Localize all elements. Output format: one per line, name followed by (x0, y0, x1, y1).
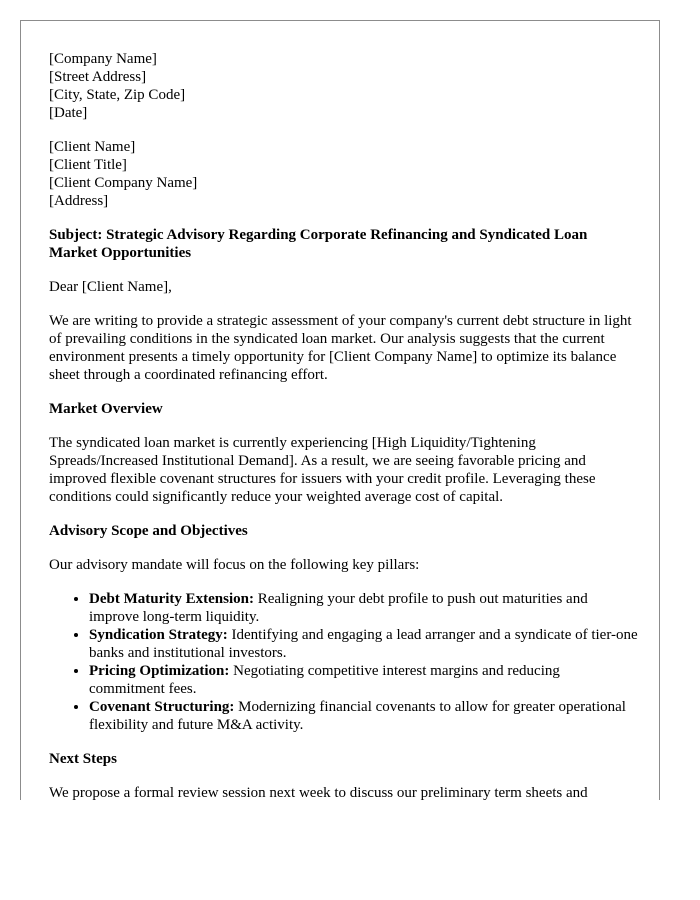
list-item (89, 698, 639, 734)
next-steps-paragraph: We propose a formal review session next week to discuss our preliminary term sheets and (49, 785, 588, 800)
market-overview-paragraph: The syndicated loan market is currently experiencing [High Liquidity/Tightening Spreads/Increased Institutional Demand]. As a result, we are seeing favorable pricing and improved flexible covenant structures for issuers with your credit profile. Leveraging these conditions could significantly reduce your weighted average cost of capital. (49, 435, 596, 505)
pillars-list (49, 590, 639, 734)
pillar-text: Negotiating competitive interest margins and reducing commitment fees. (89, 663, 560, 697)
intro-paragraph: We are writing to provide a strategic assessment of your company's current debt structure in light of prevailing conditions in the syndicated loan market. Our analysis suggests that the current environment presents a timely opportunity for [Client Company Name] to optimize its balance sheet through a coordinated refinancing effort. (49, 313, 632, 383)
pillar-term: Syndication Strategy: (89, 627, 228, 643)
recipient-title: [Client Title] (49, 157, 127, 173)
pillar-text: Identifying and engaging a lead arranger and a syndicate of tier-one banks and institutional investors. (89, 627, 638, 661)
sender-city: [City, State, Zip Code] (49, 87, 186, 103)
advisory-intro: Our advisory mandate will focus on the following key pillars: (49, 557, 420, 573)
spacer (49, 122, 639, 138)
sender-address (49, 50, 639, 122)
advisory-heading: Advisory Scope and Objectives (49, 523, 248, 539)
sender-street: [Street Address] (49, 69, 147, 85)
letter-content (49, 50, 639, 800)
pillar-term: Covenant Structuring: (89, 699, 235, 715)
next-steps-heading: Next Steps (49, 751, 117, 767)
list-item (89, 626, 639, 662)
recipient-address (49, 138, 639, 210)
letter-date: [Date] (49, 105, 88, 121)
salutation: Dear [Client Name], (49, 279, 172, 295)
sender-company: [Company Name] (49, 51, 157, 67)
recipient-name: [Client Name] (49, 139, 136, 155)
pillar-term: Debt Maturity Extension: (89, 591, 254, 607)
pillar-text: Realigning your debt profile to push out maturities and improve long-term liquidity. (89, 591, 588, 625)
pillar-text: Modernizing financial covenants to allow for greater operational flexibility and future M&A activity. (89, 699, 626, 733)
recipient-company: [Client Company Name] (49, 175, 198, 191)
list-item (89, 590, 639, 626)
pillar-term: Pricing Optimization: (89, 663, 230, 679)
market-overview-heading: Market Overview (49, 401, 163, 417)
spacer (49, 210, 639, 226)
recipient-address-line: [Address] (49, 193, 109, 209)
list-item (89, 662, 639, 698)
subject-line: Subject: Strategic Advisory Regarding Corporate Refinancing and Syndicated Loan Market Opportunities (49, 227, 588, 261)
letter-page (20, 20, 660, 800)
